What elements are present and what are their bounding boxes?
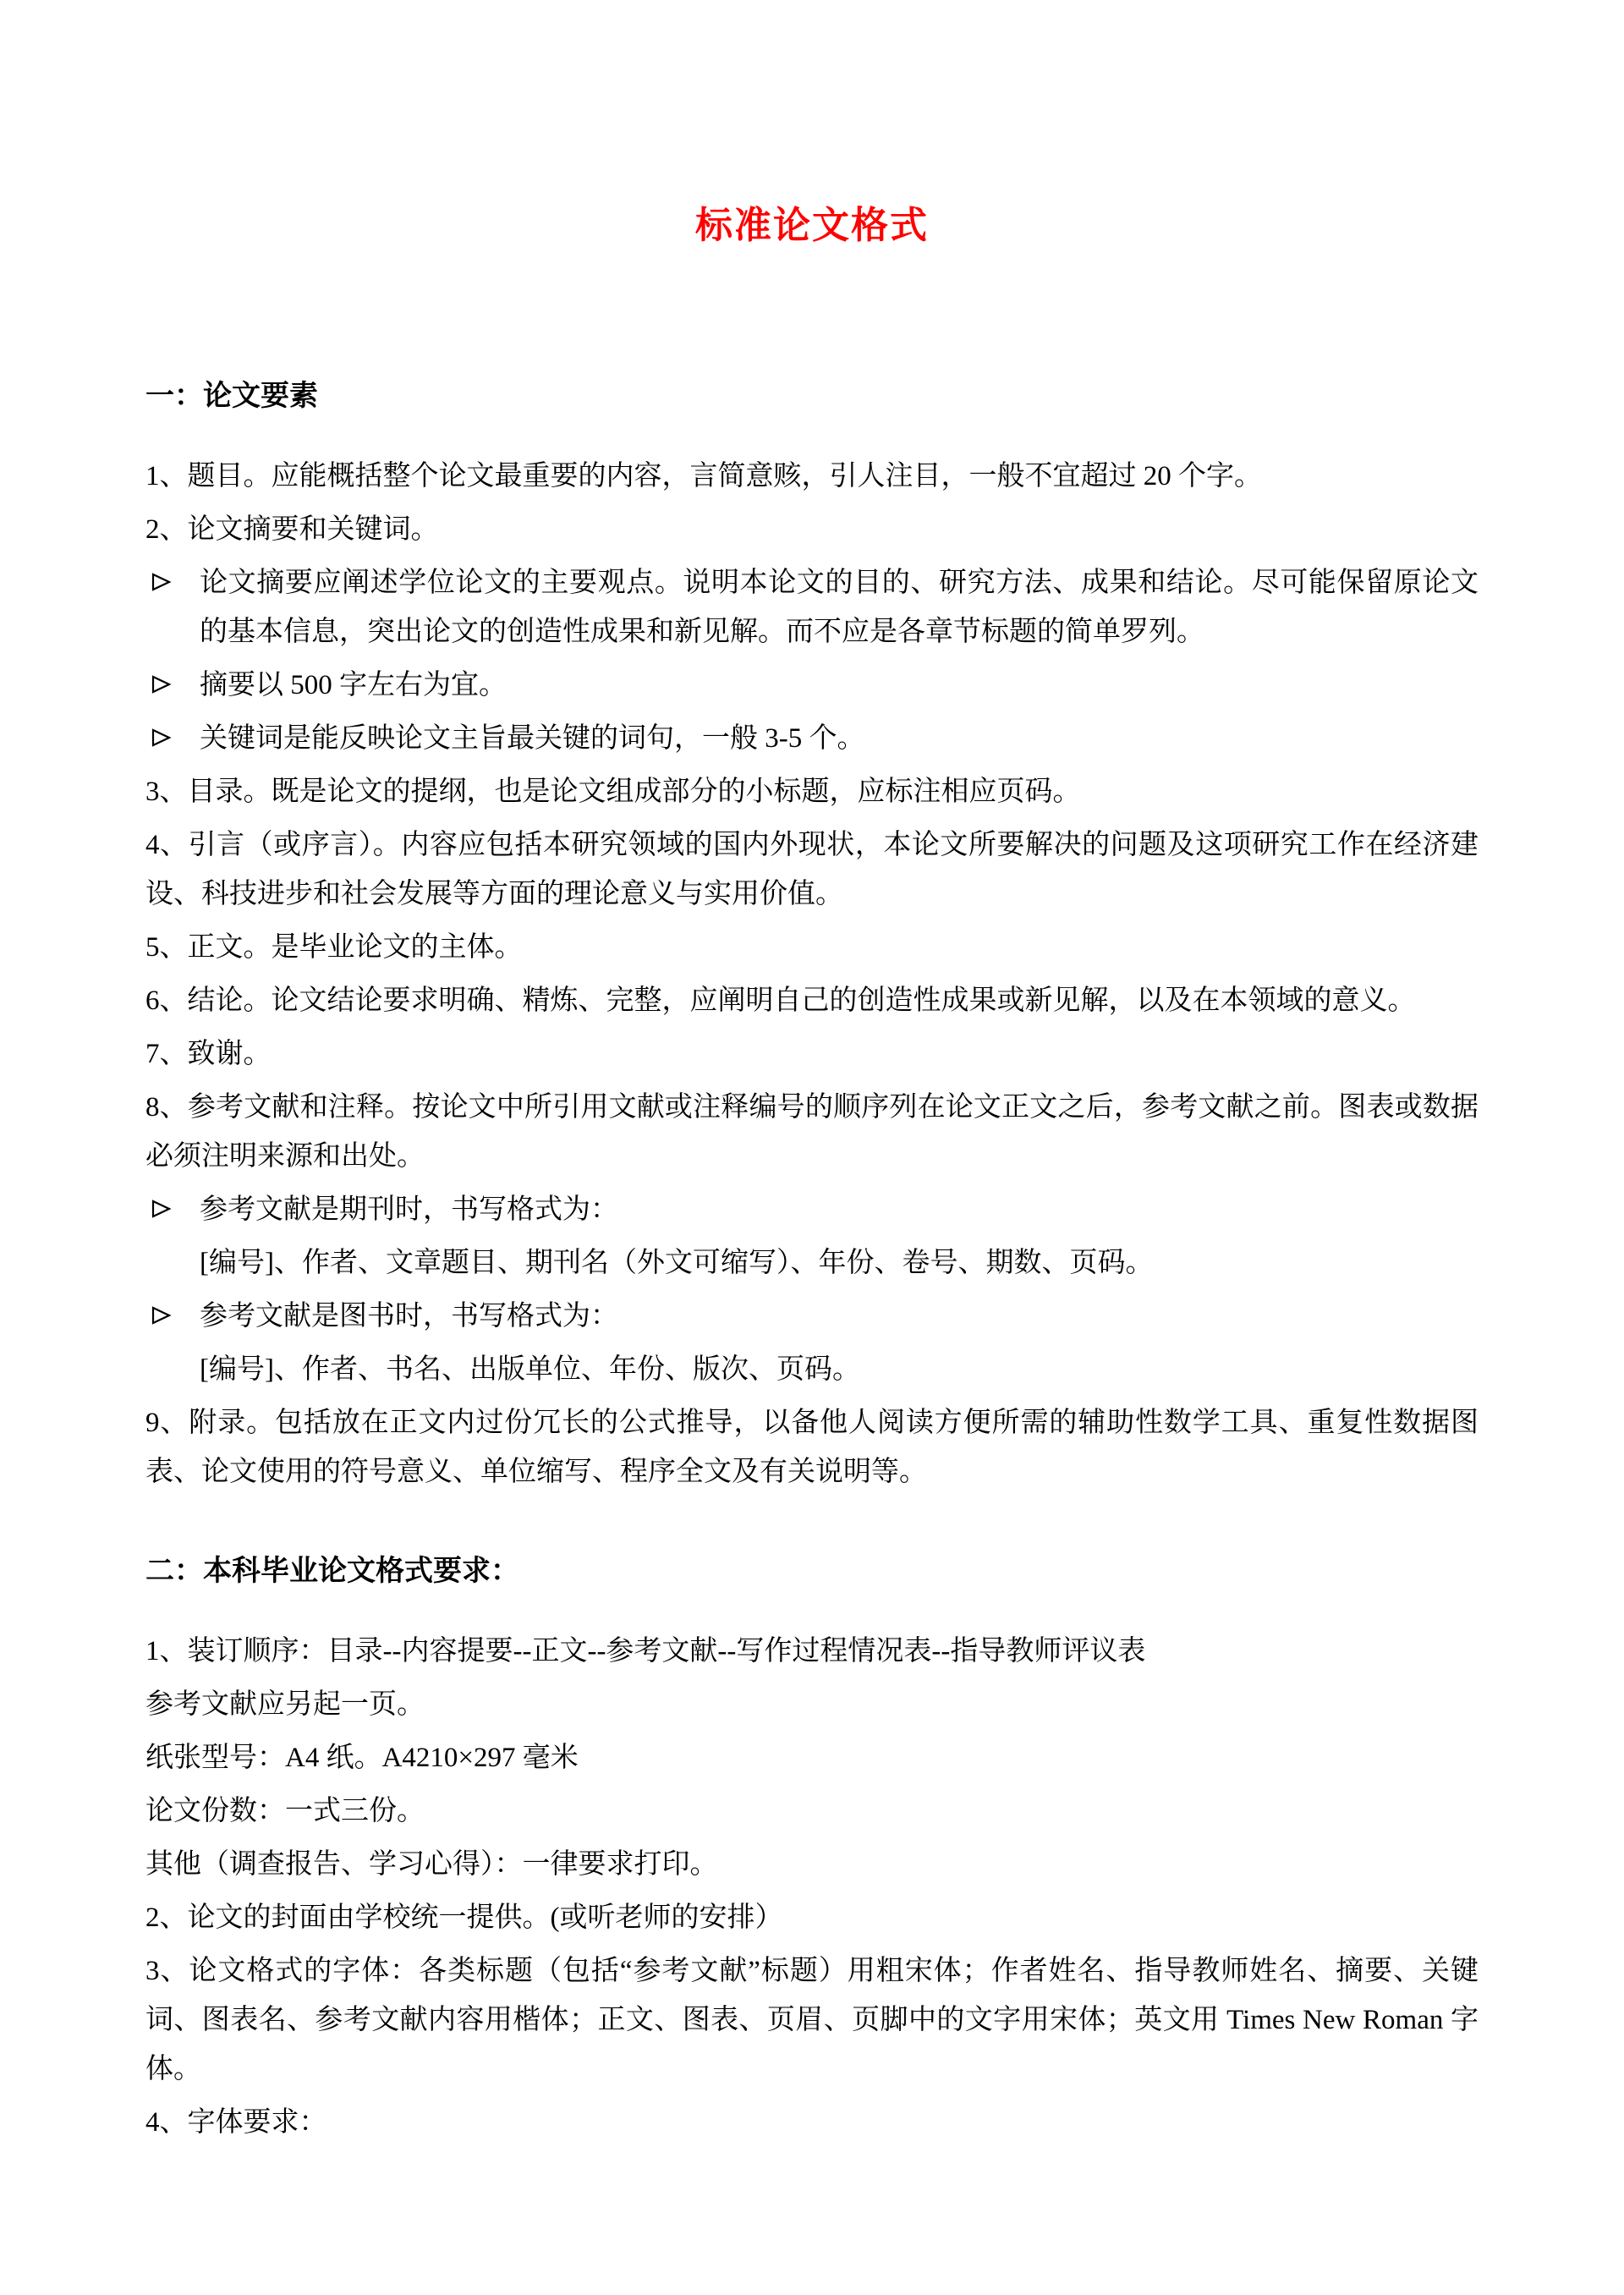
arrow-bullet-icon (149, 1196, 174, 1222)
paragraph: 2、论文摘要和关键词。 (145, 514, 439, 545)
document-body (145, 376, 1479, 2147)
bullet-text: 论文摘要应阐述学位论文的主要观点。说明本论文的目的、研究方法、成果和结论。尽可能保留原论文的基本信息，突出论文的创造性成果和新见解。而不应是各章节标题的简单罗列。 (200, 568, 1479, 647)
section-heading: 二：本科毕业论文格式要求： (145, 1556, 519, 1587)
paragraph: 1、装订顺序：目录--内容提要--正文--参考文献--写作过程情况表--指导教师评议表 (145, 1636, 1146, 1666)
reference-format-line: [编号]、作者、文章题目、期刊名（外文可缩写）、年份、卷号、期数、页码。 (200, 1248, 1154, 1278)
paragraph: 5、正文。是毕业论文的主体。 (145, 932, 523, 963)
reference-format-line: [编号]、作者、书名、出版单位、年份、版次、页码。 (200, 1354, 860, 1385)
paragraph: 1、题目。应能概括整个论文最重要的内容，言简意赅，引人注目，一般不宜超过 20 个字。 (145, 461, 1262, 491)
bullet-text: 摘要以 500 字左右为宜。 (200, 670, 507, 700)
arrow-bullet-icon (149, 1303, 174, 1328)
paragraph: 纸张型号：A4 纸。A4210×297 毫米 (145, 1743, 579, 1773)
paragraph: 9、附录。包括放在正文内过份冗长的公式推导，以备他人阅读方便所需的辅助性数学工具、重复性数据图表、论文使用的符号意义、单位缩写、程序全文及有关说明等。 (145, 1408, 1479, 1487)
paragraph: 其他（调查报告、学习心得）：一律要求打印。 (145, 1849, 718, 1880)
paragraph: 8、参考文献和注释。按论文中所引用文献或注释编号的顺序列在论文正文之后，参考文献之前。图表或数据必须注明来源和出处。 (145, 1092, 1479, 1172)
paragraph: 4、引言（或序言）。内容应包括本研究领域的国内外现状，本论文所要解决的问题及这项研究工作在经济建设、科技进步和社会发展等方面的理论意义与实用价值。 (145, 830, 1479, 909)
paragraph: 7、致谢。 (145, 1039, 272, 1069)
bullet-text: 参考文献是图书时，书写格式为： (200, 1301, 618, 1331)
paragraph: 3、目录。既是论文的提纲，也是论文组成部分的小标题，应标注相应页码。 (145, 777, 1081, 807)
arrow-bullet-icon (149, 569, 174, 595)
arrow-bullet-icon (149, 725, 174, 750)
paragraph: 3、论文格式的字体：各类标题（包括“参考文献”标题）用粗宋体；作者姓名、指导教师姓名、摘要、关键词、图表名、参考文献内容用楷体；正文、图表、页眉、页脚中的文字用宋体；英文用 Times New Roman 字体。 (145, 1956, 1479, 2084)
bullet-item (145, 558, 1479, 656)
paragraph: 6、结论。论文结论要求明确、精炼、完整，应阐明自己的创造性成果或新见解，以及在本领域的意义。 (145, 986, 1416, 1016)
bullet-item (145, 1185, 1479, 1234)
paragraph: 4、字体要求： (145, 2107, 327, 2138)
bullet-item (145, 1292, 1479, 1341)
arrow-bullet-icon (149, 672, 174, 697)
document-title: 标准论文格式 (695, 205, 929, 246)
bullet-item (145, 661, 1479, 710)
section-heading: 一：论文要素 (145, 381, 318, 412)
paragraph: 论文份数：一式三份。 (145, 1796, 425, 1826)
bullet-item (145, 714, 1479, 763)
paragraph: 2、论文的封面由学校统一提供。(或听老师的安排） (145, 1902, 783, 1933)
bullet-text: 关键词是能反映论文主旨最关键的词句，一般 3-5 个。 (200, 723, 865, 754)
bullet-text: 参考文献是期刊时，书写格式为： (200, 1194, 618, 1225)
paragraph: 参考文献应另起一页。 (145, 1689, 425, 1720)
